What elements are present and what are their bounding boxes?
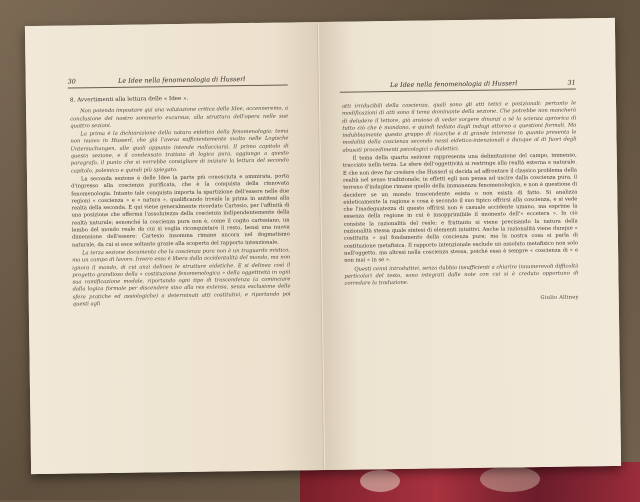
right-page-number: 31 [567,78,576,87]
open-book [25,18,621,474]
left-page [25,22,324,474]
paragraph: Il tema della quarta sezione rappresenta una delimitazione del campo, immenso, tracciato nella terza. Le sfere dell'oggettività si restringe alla realtà esterna e naturale. E che non deve far credere che Husserl si decida ad affrontare il classico problema della realtà nel senso tradizionale; in effetti egli non pensa ad uscire dalla coscienza pura, il terreno d'indagine rimane quello della immanenza fenomenologica, e non è questione di decidere se un mondo trascendente esista o non esista di fatto. Si analizza eideticamente la ragione e cosa è secondo il suo tipico offrirsi alla coscienza, e si vede che l'inadeguatezza di questo offrirsi non è casuale accidente umano, ma esprime la essenza della regione in cui è insopprimibile il momento dell'« eccetera ». In ciò consiste la razionalità del reale; e frattanto si viene precisando la natura della razionalità stessa quale sintesi di elementi intuitivi. Anche la razionalità viene dunque « costituita » sul fondamento della coscienza pura; ma la nostra cosa si parla di costituzione metafisica. Il rapporto intenzionale esclude un assoluto metafisico non solo nell'oggetto, ma altresì nella coscienza stessa, poiché essa è sempre « coscienza di » e non mai « in sé ». [342,152,579,264]
right-running-title: Le Idee nella fenomenologia di Husserl [390,79,518,90]
paragraph: Questi cenni introduttivi, senza dubbio insufficienti a chiarire innumerevoli difficoltà particolari del testo, sono integrati dalle note con cui si è creduto opportuno di corredare la traduzione. [344,262,579,287]
paragraph: La terza sezione documenta che la coscienza pura non è un traguardo mistico, ma un campo di lavoro. Invero essa è libera dalla accidentalità del mondo, ma non ignora il mondo, di cui anzi delinea le strutture eidetiche. E si delinea così il progetto grandioso della « costituzione fenomenologica » della oggettività in ogni sua ramificazione modale, riportando ogni tipo di trascendenza (a cominciare dalla logica formale per discendere sino alla res extensa, senza esclusione delle sfere pratiche ed assiologiche) a determinati atti costitutivi, e riportando poi questi agli [72,247,291,308]
left-page-number: 30 [67,77,76,86]
left-running-title: Le Idee nella fenomenologia di Husserl [118,75,246,85]
paragraph: Non potendo impostare qui una valutazione critica delle Idee, accenneremo, a conclusione del nostro sommario excursus, alla struttura dell'opera nelle sue quattro sezioni. [70,105,289,130]
right-page-text [342,100,579,305]
right-page [319,18,621,470]
section-title: 8. Avvertimenti alla lettura delle « Idee ». [69,95,189,104]
paragraph: atti irriducibili della coscienza, quali sono gli atti tetici e posizionali: pertanto le modificazioni di atti sono il tema dominante della sezione. Che potrebbe non mancherà di deludere il lettore, già ansioso di veder sorgere dinanzi a sé la scienza apriorica di tutto ciò che è mondano, e quindi tediato dagli indugi attorno a questioni formali. Ma indubbiamente questo gruppo di ricerche è di grande interesse in quanto presenta le modalità della coscienza secondo nessi eidetico-intenzionali e dunque al di fuori degli abusati procedimenti psicologici o dialettici. [342,100,577,154]
paragraph: La seconda sezione è delle Idee la parte più conosciuta e ammirata, porta d'ingresso alla coscienza purificata, che è la conquista della rinnovata fenomenologia. Intanto tale conquista importa la spartizione dell'essere nelle due regioni « coscienza » e « natura », qualificando irreale la prima in antitesi alla realtà della seconda. E qui viene generalmente ricordato Cartesio, per l'affinità di una posizione che afferma l'assolutezza della coscienza indipendentemente della realtà naturale; senonché la coscienza pura non è, come il cogito cartesiano, un lembo del mondo reale da cui si voglia riconquistare il resto, bensì una nuova dimensione dell'essere: Cartesio insomma rimane ancora nel dogmatismo naturale, da cui si esce soltanto grazie alla scoperta del rapporto intenzionale. [71,173,290,249]
right-running-head [340,78,576,92]
left-page-text [70,94,291,309]
paragraph: La prima è la dichiarazione della natura eidetica della fenomenologia: tema non nuovo in Husserl, che già l'aveva sufficientemente svolto nelle Logische Untersuchungen, alle quali appunto intende riallacciarsi. Il primo capitolo di questa sezione, e il condensato trattato di logica pura, aggiungo a questo paragrafo, il punto che si vorrebbe consigliare di iniziare la lettura del secondo capitolo, polemico e quindi più spiegato. [70,128,289,175]
signature: Giulio Alliney [540,294,579,302]
left-running-head [68,74,288,88]
